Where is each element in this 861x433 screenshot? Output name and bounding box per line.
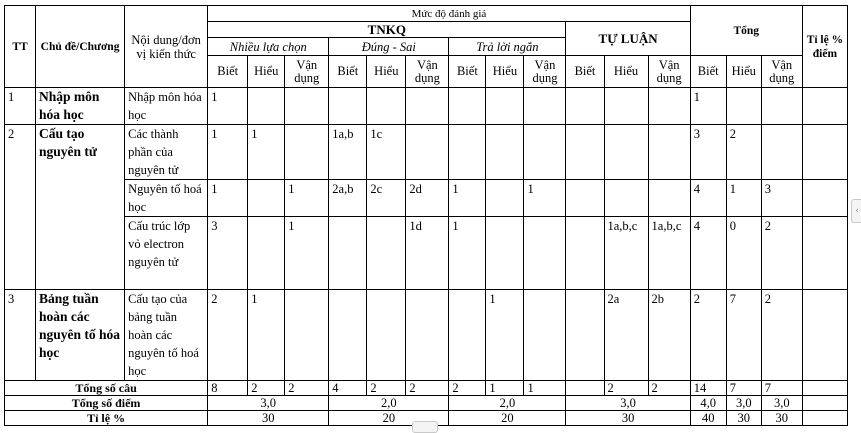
header-tt: TT [5,6,36,88]
cell [449,88,486,125]
cell: 2b [648,290,690,381]
cell [329,88,367,125]
group-points: 3,0 [208,396,329,411]
cell: 1a,b,c [604,217,648,290]
cell [566,217,604,290]
cell: 2c [367,180,406,217]
cell: 1 [208,125,248,180]
cell [802,180,847,217]
total-percentage-cell: 40 [690,411,726,426]
cell: 2 [648,381,690,396]
header-assessment: Mức độ đánh giá [208,6,691,22]
level-label: Vận dụng [524,56,566,88]
cell: 1 [524,381,566,396]
header-tong: Tổng [690,6,802,56]
cell: 1 [726,180,761,217]
cell: 7 [761,381,802,396]
total-points-cell: 3,0 [761,396,802,411]
cell: 1 [486,381,524,396]
cell [486,217,524,290]
cell: 2a,b [329,180,367,217]
cell [248,88,285,125]
row-tt: 2 [5,125,36,290]
cell [726,88,761,125]
level-label: Biết [449,56,486,88]
total-questions-row [5,381,848,396]
cell: 2 [248,381,285,396]
row-content: Nhập môn hóa học [125,88,208,125]
level-label: Biết [208,56,248,88]
cell [802,381,847,396]
cell [367,217,406,290]
cell: 1a,b [329,125,367,180]
cell [367,88,406,125]
cell: 2 [367,381,406,396]
cell [486,88,524,125]
group-percentage: 20 [329,411,449,426]
cell [285,125,329,180]
cell: 1 [248,290,285,381]
cell [802,217,847,290]
cell [566,290,604,381]
row-content: Các thành phần của nguyên tử [125,125,208,180]
level-label: Hiểu [367,56,406,88]
row-tt: 3 [5,290,36,381]
total-questions-label: Tổng số câu [5,381,208,396]
cell [367,290,406,381]
cell: 2 [208,290,248,381]
cell [648,125,690,180]
cell: 3 [761,180,802,217]
cell: 2 [285,381,329,396]
cell [248,180,285,217]
cell [802,411,847,426]
cell [761,88,802,125]
cell: 1 [690,88,726,125]
row-topic: Cấu tạo nguyên tử [36,125,125,290]
row-content: Nguyên tố hoá học [125,180,208,217]
cell [566,381,604,396]
row-topic: Nhập môn hóa học [36,88,125,125]
level-label: Hiểu [248,56,285,88]
side-handle[interactable]: ‹ [851,199,861,223]
cell: 3 [690,125,726,180]
total-percentage-cell: 30 [761,411,802,426]
cell: 1 [449,180,486,217]
total-points-row [5,396,848,411]
row-tt: 1 [5,88,36,125]
cell: 4 [690,217,726,290]
header-topic: Chủ đề/Chương [36,6,125,88]
cell [524,88,566,125]
cell: 4 [329,381,367,396]
row-content: Cấu trúc lớp vỏ electron nguyên tử [125,217,208,290]
cell [524,217,566,290]
cell [406,88,449,125]
assessment-matrix-table [4,5,848,426]
level-label: Vận dụng [761,56,802,88]
cell: 1 [208,88,248,125]
header-short-answer: Trả lời ngắn [449,38,566,56]
total-points-cell: 4,0 [690,396,726,411]
cell [285,290,329,381]
cell: 1a,b,c [648,217,690,290]
level-label: Biết [690,56,726,88]
cell: 2 [761,217,802,290]
header-content: Nội dung/đơn vị kiến thức [125,6,208,88]
percentage-label: Tỉ lệ % [5,411,208,426]
level-label: Vận dụng [648,56,690,88]
cell [802,88,847,125]
group-percentage: 30 [208,411,329,426]
cell: 1 [285,217,329,290]
cell [802,290,847,381]
level-label: Hiểu [486,56,524,88]
level-label: Vận dụng [285,56,329,88]
cell [802,396,847,411]
cell: 1 [248,125,285,180]
cell: 3 [208,217,248,290]
group-percentage: 30 [566,411,690,426]
table-row [5,88,848,125]
table-row [5,180,848,217]
cell: 2 [690,290,726,381]
level-label: Hiểu [604,56,648,88]
cell [761,125,802,180]
cell: 1c [367,125,406,180]
cell [566,180,604,217]
table-row [5,290,848,381]
cell [285,88,329,125]
header-true-false: Đúng - Sai [329,38,449,56]
group-points: 3,0 [566,396,690,411]
cell: 7 [726,290,761,381]
header-tu-luan: TỰ LUẬN [566,22,690,56]
cell: 1 [449,217,486,290]
cell [406,290,449,381]
cell [524,125,566,180]
cell: 1d [406,217,449,290]
row-content: Cấu tạo của bảng tuần hoàn các nguyên tố hoá học [125,290,208,381]
level-label: Vận dụng [406,56,449,88]
cell: 2a [604,290,648,381]
cell [566,125,604,180]
header-tnkq: TNKQ [208,22,566,38]
cell: 2 [726,125,761,180]
cell: 2 [604,381,648,396]
group-points: 2,0 [449,396,566,411]
cell [406,125,449,180]
cell: 7 [726,381,761,396]
cell [449,290,486,381]
header-multiple-choice: Nhiều lựa chọn [208,38,329,56]
header-ti-le-diem: Tỉ lệ % điểm [802,6,847,88]
table-row [5,125,848,180]
total-points-label: Tổng số điểm [5,396,208,411]
cell [648,180,690,217]
cell: 4 [690,180,726,217]
level-label: Biết [566,56,604,88]
cell: 2 [761,290,802,381]
cell [802,125,847,180]
level-label: Biết [329,56,367,88]
cell [524,290,566,381]
cell [486,125,524,180]
cell: 1 [486,290,524,381]
cell [566,88,604,125]
level-label: Hiểu [726,56,761,88]
cell [248,217,285,290]
cell: 1 [524,180,566,217]
cell [604,88,648,125]
bottom-handle[interactable] [412,421,438,433]
cell: 1 [208,180,248,217]
row-topic: Bảng tuần hoàn các nguyên tố hóa học [36,290,125,381]
cell: 2 [449,381,486,396]
cell: 8 [208,381,248,396]
cell: 2 [406,381,449,396]
cell [329,290,367,381]
cell [486,180,524,217]
cell: 14 [690,381,726,396]
cell [604,180,648,217]
group-points: 2,0 [329,396,449,411]
group-percentage: 20 [449,411,566,426]
table-row [5,217,848,290]
cell: 1 [285,180,329,217]
cell [329,217,367,290]
total-points-cell: 3,0 [726,396,761,411]
cell [604,125,648,180]
total-percentage-cell: 30 [726,411,761,426]
cell: 0 [726,217,761,290]
cell: 2d [406,180,449,217]
cell [648,88,690,125]
cell [449,125,486,180]
